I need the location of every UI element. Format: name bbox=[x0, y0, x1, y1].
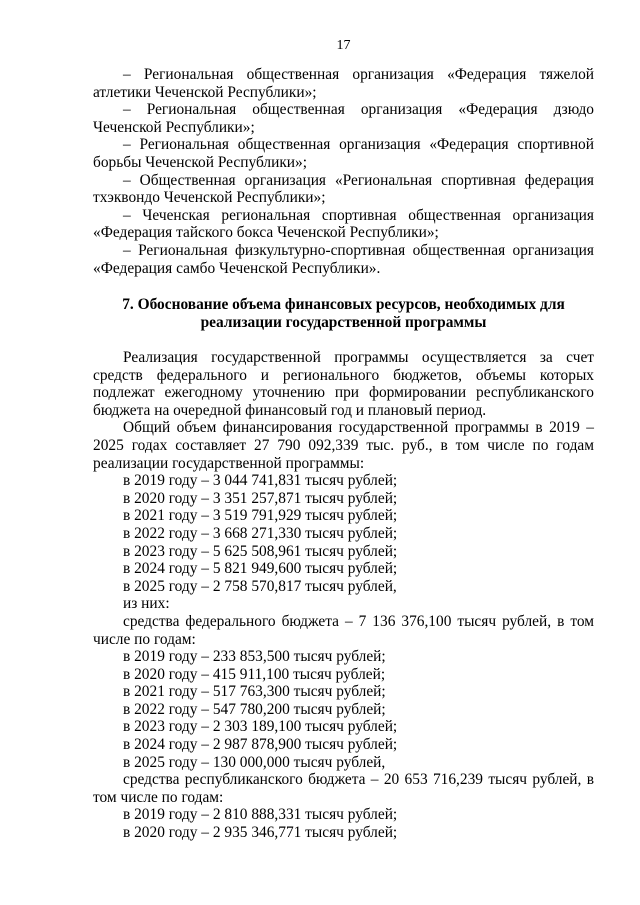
federal-paragraph: средства федерального бюджета – 7 136 376,100 тысяч рублей, в том числе по годам: bbox=[93, 612, 594, 648]
organizations-list bbox=[93, 66, 594, 277]
list-item: в 2023 году – 5 625 508,961 тысяч рублей; bbox=[123, 542, 398, 560]
list-item: – Общественная организация «Региональная спортивная федерация тхэквондо Чеченской Республики»; bbox=[93, 171, 594, 207]
list-item: в 2019 году – 2 810 888,331 тысяч рублей; bbox=[123, 806, 398, 824]
list-item: – Региональная общественная организация «Федерация тяжелой атлетики Чеченской Республики»; bbox=[93, 66, 594, 101]
list-item: в 2023 году – 2 303 189,100 тысяч рублей; bbox=[123, 718, 398, 736]
list-item: в 2020 году – 2 935 346,771 тысяч рублей; bbox=[123, 824, 398, 842]
list-item: в 2024 году – 2 987 878,900 тысяч рублей; bbox=[123, 736, 398, 754]
list-item: в 2022 году – 3 668 271,330 тысяч рублей; bbox=[123, 524, 398, 542]
republic-paragraph: средства республиканского бюджета – 20 653 716,239 тысяч рублей, в том числе по годам: bbox=[93, 771, 594, 806]
section-heading-line: реализации государственной программы bbox=[200, 313, 487, 331]
list-item: – Региональная общественная организация «Федерация спортивной борьбы Чеченской Республики»; bbox=[93, 136, 594, 171]
list-item: в 2020 году – 415 911,100 тысяч рублей; bbox=[123, 665, 386, 683]
list-item: – Чеченская региональная спортивная общественная организация «Федерация тайского бокса Чеченской Республики»; bbox=[93, 206, 594, 242]
list-item: в 2024 году – 5 821 949,600 тысяч рублей; bbox=[123, 560, 398, 578]
list-item: в 2022 году – 547 780,200 тысяч рублей; bbox=[123, 700, 386, 718]
list-item: в 2020 году – 3 351 257,871 тысяч рублей; bbox=[123, 489, 398, 507]
list-item: в 2021 году – 3 519 791,929 тысяч рублей; bbox=[123, 507, 398, 525]
list-item: – Региональная общественная организация «Федерация дзюдо Чеченской Республики»; bbox=[93, 101, 594, 136]
list-item: в 2021 году – 517 763,300 тысяч рублей; bbox=[123, 683, 386, 701]
section-body bbox=[93, 349, 594, 842]
list-item: в 2025 году – 130 000,000 тысяч рублей, bbox=[123, 753, 386, 771]
total-paragraph: Общий объем финансирования государственной программы в 2019 – 2025 годах составляет 27 790 092,339 тыс. руб., в том числе по годам реализации государственной программы: bbox=[93, 419, 594, 472]
section-heading bbox=[93, 296, 594, 331]
list-item: в 2025 году – 2 758 570,817 тысяч рублей, bbox=[123, 577, 397, 595]
list-item: в 2019 году – 3 044 741,831 тысяч рублей; bbox=[123, 472, 398, 490]
section-heading-line: 7. Обоснование объема финансовых ресурсов, необходимых для bbox=[122, 296, 565, 313]
list-item: – Региональная физкультурно-спортивная общественная организация «Федерация самбо Чеченской Республики». bbox=[93, 241, 594, 277]
of-which-label: из них: bbox=[123, 595, 170, 613]
page-number: 17 bbox=[336, 38, 351, 53]
list-item: в 2019 году – 233 853,500 тысяч рублей; bbox=[123, 648, 386, 666]
intro-paragraph: Реализация государственной программы осуществляется за счет средств федерального и регионального бюджетов, объемы которых подлежат ежегодному уточнению при формировании республиканского бюджета на очередной финансовый год и плановый период. bbox=[93, 349, 594, 419]
